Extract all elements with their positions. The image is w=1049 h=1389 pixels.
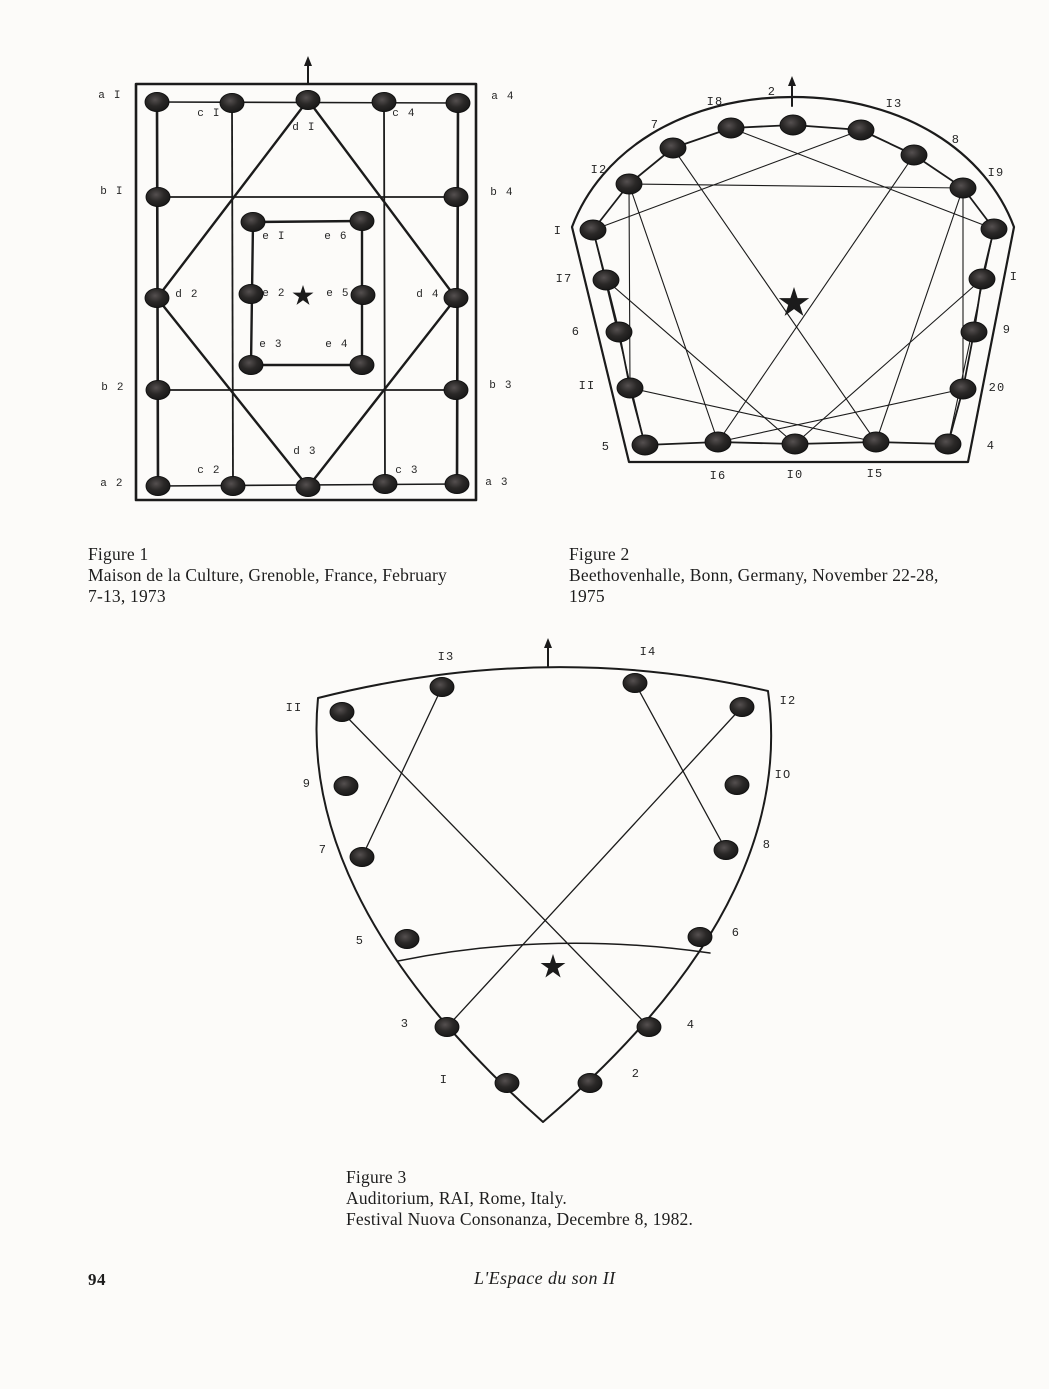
figure-2-diagram [554,76,1018,483]
speaker-label: a 4 [491,91,515,103]
figure-1-diagram [98,56,514,500]
figure-2-caption-line-1: Figure 2 [569,544,630,564]
speaker-label: 5 [601,440,611,454]
speaker-label: c I [197,108,221,120]
speaker-dot [718,118,744,138]
speaker-dot [220,93,244,112]
speaker-dot [330,703,354,722]
speaker-dot [350,211,374,230]
speaker-label: e 5 [326,288,350,300]
chord-line [362,687,442,857]
speaker-label: c 3 [395,465,419,477]
connection-line [308,100,456,298]
speaker-label: 9 [1002,323,1012,337]
connection-line [253,221,362,222]
speaker-dot [145,288,169,307]
speaker-dot [714,841,738,860]
chord-line [629,184,630,388]
chord-line [606,280,795,444]
figure-2-caption-line-2: Beethovenhalle, Bonn, Germany, November 22-28, [569,565,939,585]
speaker-label: I4 [639,645,657,659]
figure-3-caption-line-1: Figure 3 [346,1167,407,1187]
figure-1-caption-line-1: Figure 1 [88,544,149,564]
speaker-dot [848,120,874,140]
page-number: 94 [88,1270,106,1289]
speaker-label: I7 [555,272,573,286]
speaker-label: I9 [987,166,1005,180]
north-arrow-head [304,56,312,66]
speaker-dot [239,355,263,374]
chord-line [629,184,718,442]
speaker-label: I [1009,270,1019,284]
chord-line [629,184,963,188]
speaker-label: I [553,224,563,238]
chord-line [447,707,742,1027]
speaker-dot [221,476,245,495]
chord-line [342,712,649,1027]
figure-1-caption [88,544,447,607]
speaker-label: b 3 [489,380,513,392]
speaker-dot [617,378,643,398]
hall-outline [316,667,771,1122]
speaker-label: 20 [988,381,1006,395]
speaker-label: 9 [302,777,312,791]
speaker-dot [688,928,712,947]
north-arrow-head [544,638,552,648]
speaker-dot [637,1018,661,1037]
speaker-label: e 2 [262,288,286,300]
speaker-label: 3 [400,1017,410,1031]
speaker-label: d 2 [175,289,199,301]
figure-2-caption [569,544,939,607]
speaker-label: a 2 [100,478,124,490]
figure-3-diagram [286,638,797,1122]
speaker-label: c 2 [197,465,221,477]
speaker-dot [705,432,731,452]
speaker-dot [351,285,375,304]
speaker-dot [444,380,468,399]
speaker-label: c 4 [392,108,416,120]
speaker-dot [660,138,686,158]
speaker-label: I6 [709,469,727,483]
speaker-label: II [285,701,303,715]
figure-3-caption-line-3: Festival Nuova Consonanza, Decembre 8, 1982. [346,1209,694,1229]
speaker-label: d 3 [293,446,317,458]
speaker-dot [445,474,469,493]
speaker-label: I2 [590,163,608,177]
speaker-dot [981,219,1007,239]
speaker-label: 4 [686,1018,696,1032]
speaker-dot [782,434,808,454]
speaker-dot [446,93,470,112]
speaker-dot [580,220,606,240]
speaker-label: I8 [706,95,724,109]
speaker-label: I3 [885,97,903,111]
speaker-dot [950,379,976,399]
speaker-label: b I [100,186,124,198]
speaker-label: 7 [318,843,328,857]
speaker-dot [606,322,632,342]
speaker-dot [632,435,658,455]
speaker-dot [430,678,454,697]
north-arrow-head [788,76,796,86]
chord-line [718,155,914,442]
listener-star [779,287,809,316]
chord-line [673,148,876,442]
speaker-label: d 4 [416,289,440,301]
speaker-dot [395,930,419,949]
speaker-dot [145,92,169,111]
speaker-label: d I [292,122,316,134]
speaker-label: e I [262,231,286,243]
speaker-dot [780,115,806,135]
speaker-dot [623,674,647,693]
speaker-label: I0 [786,468,804,482]
connection-line [232,103,233,486]
figure-3-caption [346,1167,693,1230]
speaker-label: I [439,1073,449,1087]
figure-1-caption-line-2: Maison de la Culture, Grenoble, France, February [88,565,448,585]
speaker-dot [296,477,320,496]
speaker-dot [239,284,263,303]
speaker-dot [435,1018,459,1037]
speaker-label: 6 [731,926,741,940]
speaker-dot [730,698,754,717]
speaker-dot [444,187,468,206]
speaker-label: I5 [866,467,884,481]
speaker-label: 2 [767,85,777,99]
speaker-label: e 6 [324,231,348,243]
speaker-label: 7 [650,118,660,132]
speaker-dot [334,777,358,796]
speaker-dot [950,178,976,198]
speaker-dot [969,269,995,289]
speaker-dot [350,355,374,374]
speaker-label: 5 [355,934,365,948]
speaker-label: a I [98,90,122,102]
speaker-label: 8 [762,838,772,852]
speaker-dot [146,476,170,495]
speaker-label: 8 [951,133,961,147]
speaker-label: I3 [437,650,455,664]
speaker-dot [495,1074,519,1093]
speaker-dot [146,380,170,399]
connection-line [384,102,385,484]
speaker-label: II [578,379,596,393]
running-title: L'Espace du son II [474,1268,616,1288]
chord-line [635,683,726,850]
speaker-dot [725,776,749,795]
speaker-ring [590,125,994,445]
speaker-dot [593,270,619,290]
speaker-dot [961,322,987,342]
chord-line [876,188,963,442]
speaker-label: 2 [631,1067,641,1081]
speaker-label: e 3 [259,339,283,351]
speaker-dot [296,90,320,109]
speaker-label: b 2 [101,382,125,394]
speaker-dot [863,432,889,452]
speaker-label: e 4 [325,339,349,351]
speaker-label: a 3 [485,477,509,489]
speaker-dot [578,1074,602,1093]
speaker-label: I2 [779,694,797,708]
figure-1-caption-line-3: 7-13, 1973 [88,586,166,606]
figure-3-caption-line-2: Auditorium, RAI, Rome, Italy. [346,1188,567,1208]
speaker-dot [901,145,927,165]
speaker-dot [616,174,642,194]
speaker-label: b 4 [490,187,514,199]
listener-star [293,285,314,305]
speaker-dot [146,187,170,206]
speaker-dot [935,434,961,454]
figure-2-caption-line-3: 1975 [569,586,605,606]
speaker-label: 4 [986,439,996,453]
speaker-dot [350,848,374,867]
speaker-label: IO [774,768,792,782]
speaker-dot [241,212,265,231]
speaker-dot [373,474,397,493]
speaker-dot [444,288,468,307]
listener-star [541,954,566,978]
connection-line [308,298,456,487]
speaker-label: 6 [571,325,581,339]
